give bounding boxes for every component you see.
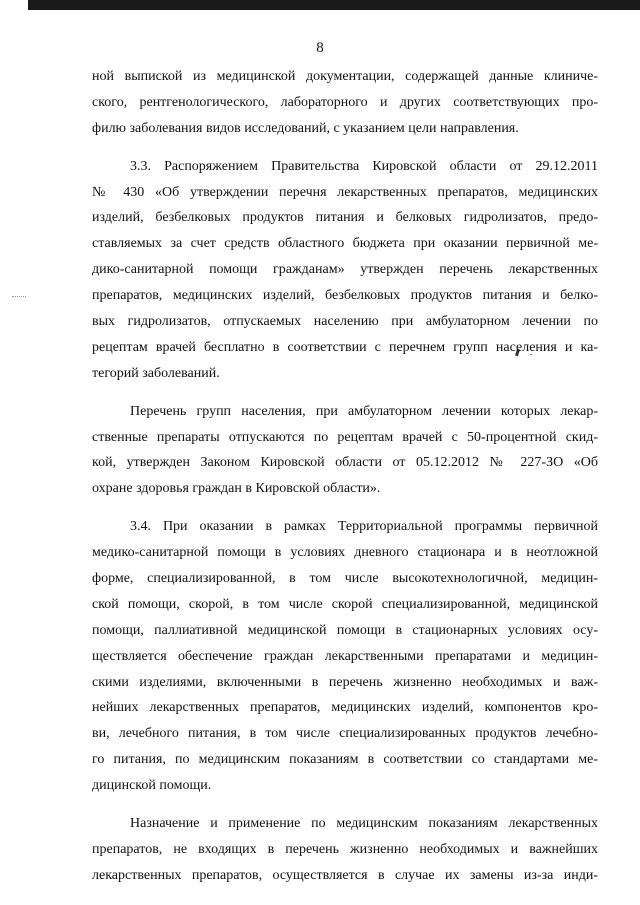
scan-top-edge bbox=[28, 0, 640, 10]
text-line: ви, лечебного питания, в том числе специализированных продуктов лечебно- bbox=[92, 726, 598, 742]
text-line: кой, утвержден Законом Кировской области от 05.12.2012 № 227-ЗО «Об bbox=[92, 455, 598, 471]
text-line: ществляется обеспечение граждан лекарственными препаратами и медицин- bbox=[92, 648, 598, 664]
text-line: ной выпиской из медицинской документации, содержащей данные клиниче- bbox=[92, 69, 598, 84]
text-line: форме, специализированной, в том числе высокотехнологичной, медицин- bbox=[92, 571, 598, 587]
text-line: препаратов, медицинских изделий, безбелковых продуктов питания и белко- bbox=[92, 288, 598, 304]
paragraph bbox=[92, 811, 598, 889]
page-number: 8 bbox=[316, 40, 324, 56]
text-line: нейших лекарственных препаратов, медицинских изделий, компонентов кро- bbox=[92, 700, 598, 716]
paragraph bbox=[92, 154, 598, 387]
text-line: рецептам врачей бесплатно в соответствии с перечнем групп населения и ка- bbox=[92, 339, 598, 355]
paragraph-gap bbox=[92, 502, 598, 514]
text-line: вых гидролизатов, отпускаемых населению при амбулаторном лечении по bbox=[92, 314, 598, 330]
text-line: Назначение и применение по медицинским показаниям лекарственных bbox=[130, 816, 598, 832]
text-line: ственные препараты отпускаются по рецептам врачей с 50-процентной скид- bbox=[92, 429, 598, 445]
text-line: изделий, безбелковых продуктов питания и белковых гидролизатов, предо- bbox=[92, 210, 598, 226]
text-line: го питания, по медицинским показаниям в соответствии со стандартами ме- bbox=[92, 752, 598, 768]
text-line: 3.3. Распоряжением Правительства Кировской области от 29.12.2011 bbox=[130, 158, 598, 174]
text-line: филю заболевания видов исследований, с указанием цели направления. bbox=[92, 120, 519, 136]
paragraph bbox=[92, 399, 598, 503]
paragraph bbox=[92, 64, 598, 142]
text-line: 3.4. При оказании в рамках Территориальной программы первичной bbox=[130, 519, 598, 535]
text-line: № 430 «Об утверждении перечня лекарственных препаратов, медицинских bbox=[92, 184, 598, 200]
text-line: помощи, паллиативной медицинской помощи в стационарных условиях осу- bbox=[92, 622, 598, 638]
paragraph-gap bbox=[92, 799, 598, 811]
text-line: ского, рентгенологического, лабораторного и других соответствующих про- bbox=[92, 94, 598, 110]
text-line: скими изделиями, включенными в перечень жизненно необходимых и важ- bbox=[92, 674, 598, 690]
text-line: охране здоровья граждан в Кировской области». bbox=[92, 481, 381, 497]
scan-margin-mark bbox=[12, 296, 26, 299]
text-line: препаратов, не входящих в перечень жизненно необходимых и важнейших bbox=[92, 841, 598, 857]
text-line: ской помощи, скорой, в том числе скорой специализированной, медицинской bbox=[92, 596, 598, 612]
text-line: дико-санитарной помощи гражданам» утвержден перечень лекарственных bbox=[92, 262, 598, 278]
text-line: дицинской помощи. bbox=[92, 778, 212, 794]
document-body bbox=[92, 64, 598, 889]
text-line: ставляемых за счет средств областного бюджета при оказании первичной ме- bbox=[92, 236, 598, 252]
text-line: тегорий заболеваний. bbox=[92, 365, 220, 381]
text-line: Перечень групп населения, при амбулаторном лечении которых лекар- bbox=[130, 403, 598, 419]
paragraph-gap bbox=[92, 387, 598, 399]
text-line: медико-санитарной помощи в условиях дневного стационара и в неотложной bbox=[92, 545, 598, 561]
paragraph-gap bbox=[92, 142, 598, 154]
paragraph bbox=[92, 514, 598, 799]
text-line: лекарственных препаратов, осуществляется в случае их замены из-за инди- bbox=[92, 867, 598, 883]
